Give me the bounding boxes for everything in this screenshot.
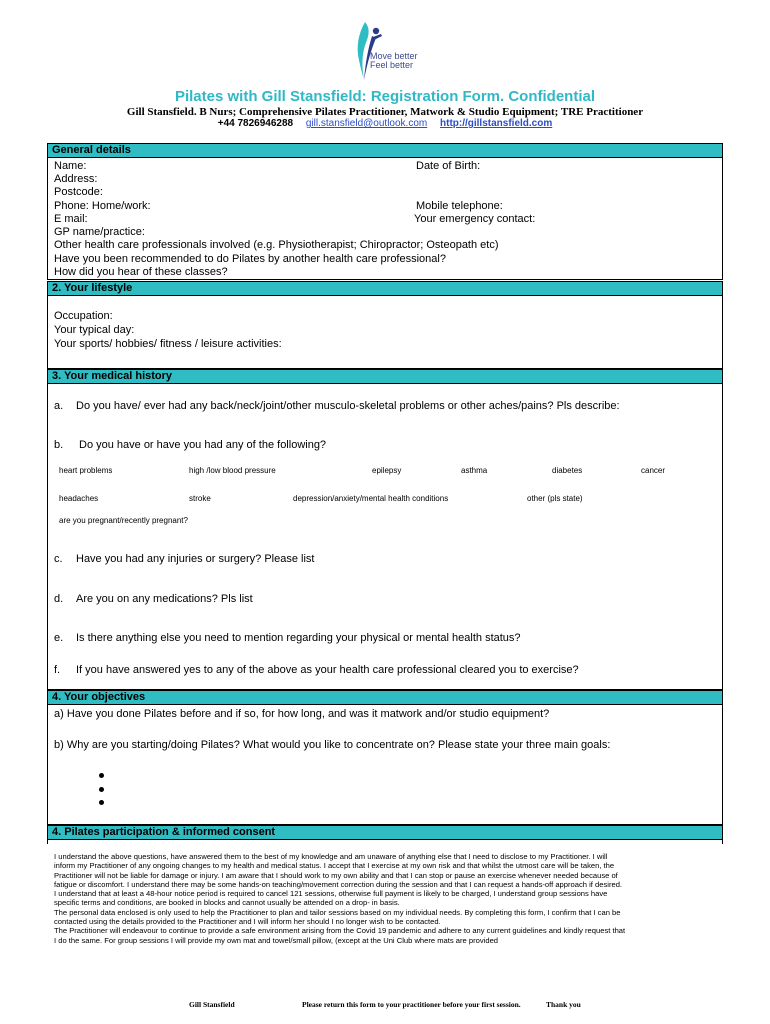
question-c-text: Have you had any injuries or surgery? Please list [76,553,315,565]
gp-label: GP name/practice: [54,226,145,238]
sports-label: Your sports/ hobbies/ fitness / leisure activities: [54,338,282,350]
condition-mental-health: depression/anxiety/mental health conditions [293,494,449,503]
contact-line [0,118,770,129]
section-header-general: General details [47,143,723,158]
question-e-text: Is there anything else you need to mention regarding your physical or mental health status? [76,632,521,644]
page-title: Pilates with Gill Stansfield: Registration Form. Confidential [174,88,596,105]
goal-bullet-3 [99,800,104,805]
condition-diabetes: diabetes [552,466,583,475]
consent-line: fatigue or discomfort. I understand there may be some hands-on teaching/movement correction during the session and that I can request a hands-off approach if desired. [54,879,623,889]
recommended-label: Have you been recommended to do Pilates by another health care professional? [54,253,446,265]
consent-line: The personal data enclosed is only used to help the Practitioner to plan and tailor sessions based on my individual needs. By completing this form, I confirm that I can be [54,907,621,917]
condition-headaches: headaches [59,494,99,503]
condition-blood-pressure: high /low blood pressure [189,466,276,475]
mobile-label: Mobile telephone: [416,200,503,212]
occupation-label: Occupation: [54,310,113,322]
page-subtitle: Gill Stansfield. B Nurs; Comprehensive Pilates Practitioner, Matwork & Studio Equipment; TRE Practitioner [126,106,644,118]
consent-line: I do the same. For group sessions I will provide my own mat and towel/small pillow, (except at the Uni Club where mats are provided [54,935,499,945]
condition-asthma: asthma [461,466,488,475]
condition-heart: heart problems [59,466,113,475]
question-b-text: Do you have or have you had any of the following? [79,439,327,451]
emergency-contact-label: Your emergency contact: [414,213,536,225]
section-header-objectives: 4. Your objectives [47,690,723,705]
question-f-text: If you have answered yes to any of the above as your health care professional cleared you to exercise? [76,664,579,676]
condition-other: other (pls state) [527,494,583,503]
objective-b-text: b) Why are you starting/doing Pilates? What would you like to concentrate on? Please state your three main goals: [54,739,611,751]
section-box-lifestyle [47,296,723,369]
question-e-letter: e. [54,632,64,644]
section-header-consent: 4. Pilates participation & informed consent [47,825,723,840]
section-box-objectives [47,705,723,825]
phone-label: Phone: Home/work: [54,200,151,212]
section-header-lifestyle: 2. Your lifestyle [47,281,723,296]
condition-cancer: cancer [641,466,666,475]
logo-line-1: Move better [370,51,418,61]
heard-label: How did you hear of these classes? [54,266,228,278]
condition-pregnant: are you pregnant/recently pregnant? [59,516,188,525]
goal-bullet-2 [99,787,104,792]
footer-thanks: Thank you [546,1000,581,1009]
section-header-medical: 3. Your medical history [47,369,723,384]
logo-line-2: Feel better [370,60,414,70]
postcode-label: Postcode: [54,186,103,198]
footer-note: Please return this form to your practitioner before your first session. [302,1000,521,1009]
other-hcp-label: Other health care professionals involved (e.g. Physiotherapist; Chiropractor; Osteopath etc) [54,239,499,251]
consent-line: inform my Practitioner of any ongoing changes to my health and medical status. I accept that I exercise at my own risk and that whilst the utmost care will be taken, the [54,861,615,871]
goal-bullet-1 [99,773,104,778]
website-link[interactable]: http://gillstansfield.com [440,118,553,129]
question-d-text: Are you on any medications? Pls list [76,593,253,605]
phone-number: +44 7826946288 [217,118,294,129]
logo-tagline [370,52,418,70]
typical-day-label: Your typical day: [54,324,135,336]
consent-line: contacted using the details provided to the Practitioner and I will inform her should I no longer wish to be contacted. [54,917,441,927]
question-a-letter: a. [54,400,64,412]
dob-label: Date of Birth: [416,160,481,172]
email-link[interactable]: gill.stansfield@outlook.com [305,118,428,129]
address-label: Address: [54,173,98,185]
condition-stroke: stroke [189,494,211,503]
consent-line: specific terms and conditions, are booked in blocks and cannot usually be attended on a drop- in basis. [54,898,400,908]
consent-paragraph [54,852,718,945]
name-label: Name: [54,160,87,172]
question-c-letter: c. [54,553,63,565]
email-label: E mail: [54,213,88,225]
question-a-text: Do you have/ ever had any back/neck/joint/other musculo-skeletal problems or other aches/pains? Pls describe: [76,400,620,412]
section-box-consent [47,840,723,844]
question-b-letter: b. [54,439,64,451]
consent-line: I understand that at least a 48-hour notice period is required to cancel 121 sessions, otherwise full payment is likely to be charged, I understand group sessions have [54,889,608,899]
condition-epilepsy: epilepsy [372,466,402,475]
objective-a-text: a) Have you done Pilates before and if so, for how long, and was it matwork and/or studio equipment? [54,708,550,720]
question-f-letter: f. [54,664,61,676]
consent-line: Practitioner will not be liable for damage or injury. I am aware that I should work to my own ability and that I can stop or pause an exercise whenever needed because of [54,870,618,880]
footer-name: Gill Stansfield [189,1000,235,1009]
consent-line: I understand the above questions, have answered them to the best of my knowledge and am unaware of anything else that I need to disclose to my Practitioner. I will [54,852,608,861]
question-d-letter: d. [54,593,64,605]
consent-line: The Practitioner will endeavour to continue to provide a safe environment arising from the Covid 19 pandemic and adhere to any current guidelines and kindly request that [54,926,626,936]
